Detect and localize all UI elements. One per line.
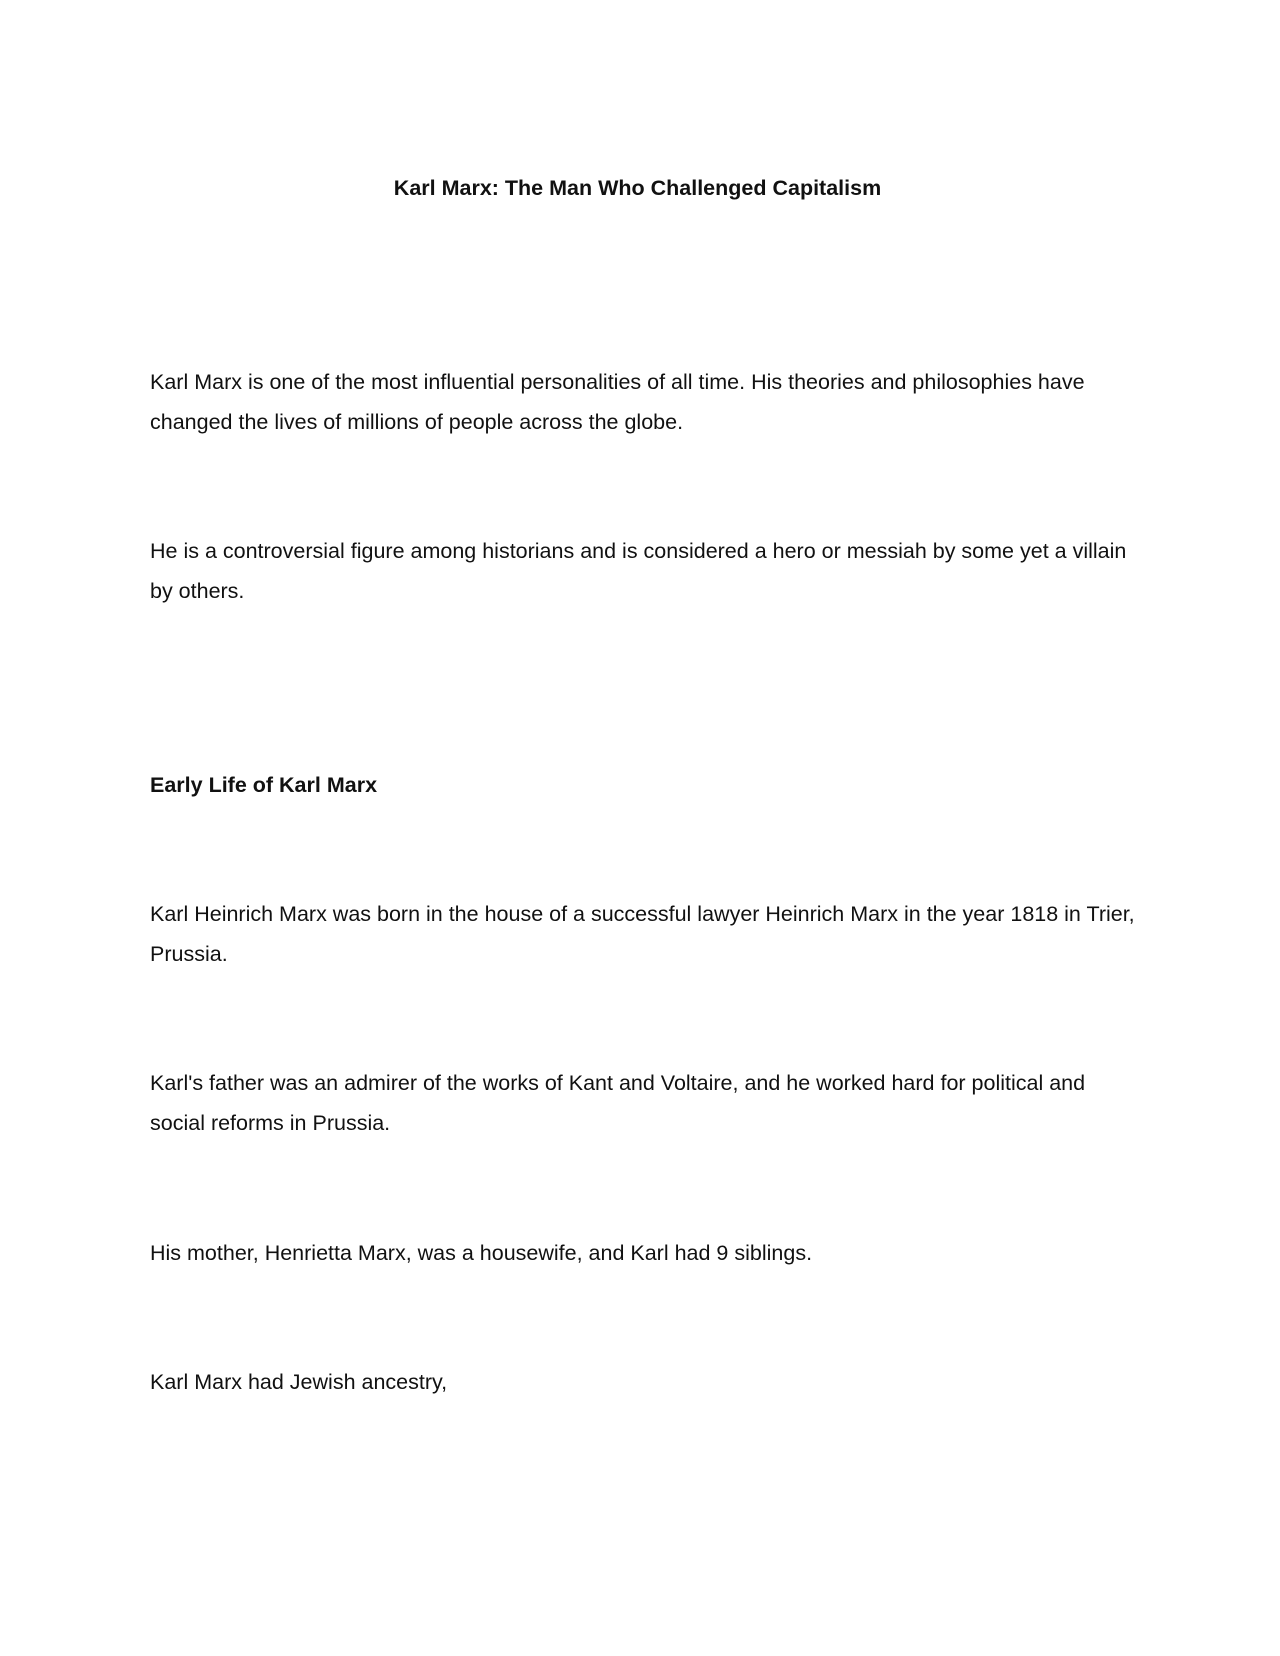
paragraph-intro-1: Karl Marx is one of the most influential personalities of all time. His theories and philosophies have changed the lives of millions of people across the globe.: [150, 370, 1085, 434]
paragraph-intro-2: He is a controversial figure among historians and is considered a hero or messiah by some yet a villain by others.: [150, 539, 1127, 603]
paragraph-ancestry: Karl Marx had Jewish ancestry,: [150, 1370, 448, 1394]
document-title: Karl Marx: The Man Who Challenged Capitalism: [393, 176, 882, 200]
paragraph-mother: His mother, Henrietta Marx, was a housewife, and Karl had 9 siblings.: [150, 1241, 813, 1265]
paragraph-father: Karl's father was an admirer of the works of Kant and Voltaire, and he worked hard for political and social reforms in Prussia.: [150, 1071, 1086, 1135]
section-heading-early-life: Early Life of Karl Marx: [150, 773, 378, 797]
paragraph-birth: Karl Heinrich Marx was born in the house of a successful lawyer Heinrich Marx in the year 1818 in Trier, Prussia.: [150, 902, 1135, 966]
